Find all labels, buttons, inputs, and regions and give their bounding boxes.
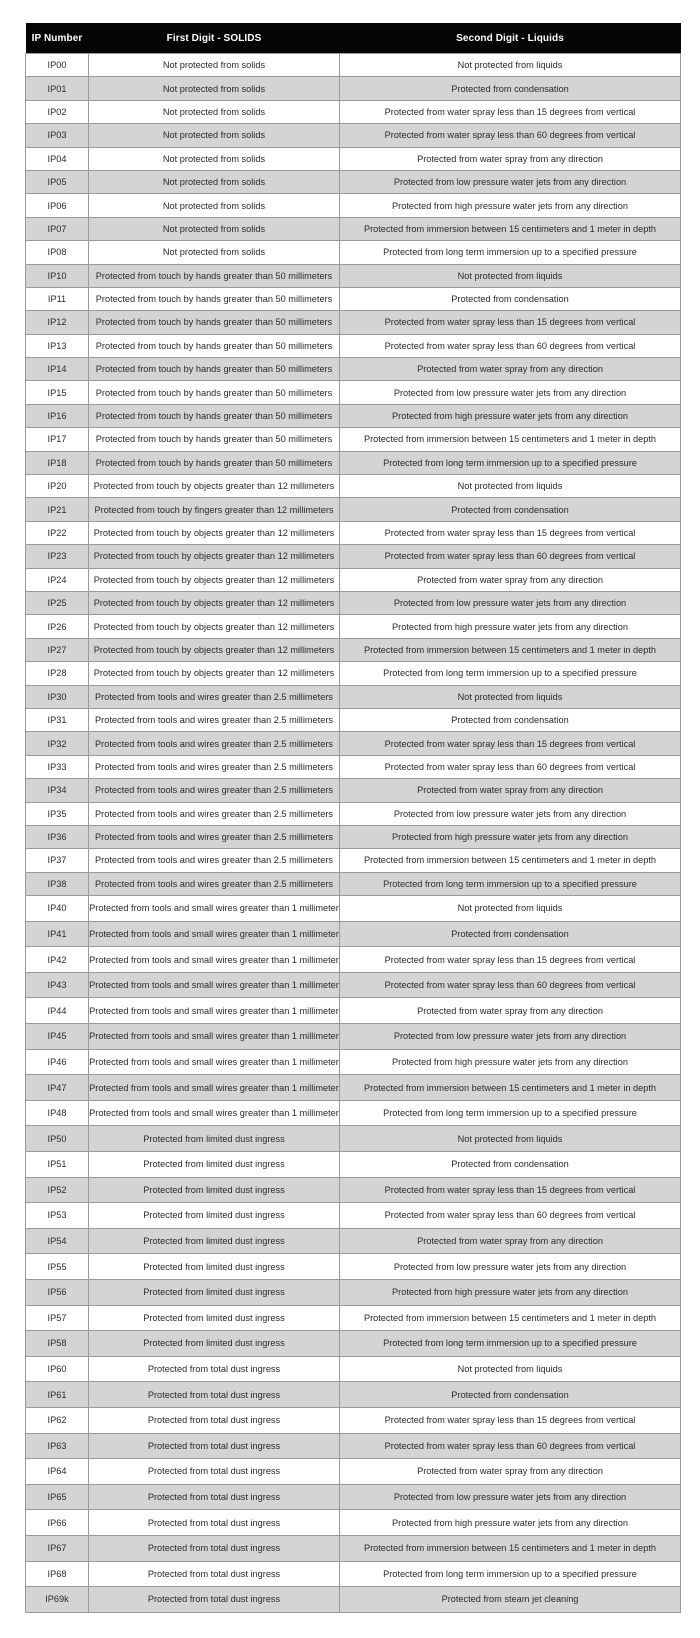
ip-number-cell: IP25	[26, 591, 89, 614]
table-row	[26, 802, 681, 825]
solids-cell: Protected from tools and wires greater than 2.5 millimeters	[89, 825, 340, 848]
solids-cell: Protected from total dust ingress	[89, 1587, 340, 1613]
solids-cell: Protected from touch by hands greater than 50 millimeters	[89, 404, 340, 427]
liquids-cell: Protected from immersion between 15 centimeters and 1 meter in depth	[340, 1075, 681, 1101]
ip-number-cell: IP54	[26, 1228, 89, 1254]
table-row	[26, 568, 681, 591]
ip-number-cell: IP64	[26, 1459, 89, 1485]
table-row	[26, 264, 681, 287]
table-row	[26, 779, 681, 802]
table-row	[26, 475, 681, 498]
solids-cell: Protected from tools and small wires greater than 1 millimeter	[89, 896, 340, 922]
liquids-cell: Protected from water spray less than 60 degrees from vertical	[340, 334, 681, 357]
ip-number-cell: IP14	[26, 358, 89, 381]
table-row	[26, 77, 681, 100]
solids-cell: Not protected from solids	[89, 147, 340, 170]
solids-cell: Protected from tools and small wires greater than 1 millimeter	[89, 921, 340, 947]
liquids-cell: Protected from low pressure water jets from any direction	[340, 1024, 681, 1050]
table-row	[26, 849, 681, 872]
liquids-cell: Protected from long term immersion up to a specified pressure	[340, 872, 681, 895]
solids-cell: Protected from touch by hands greater than 50 millimeters	[89, 358, 340, 381]
table-row	[26, 1049, 681, 1075]
ip-number-cell: IP56	[26, 1279, 89, 1305]
liquids-cell: Not protected from liquids	[340, 896, 681, 922]
ip-number-cell: IP58	[26, 1331, 89, 1357]
ip-number-cell: IP36	[26, 825, 89, 848]
table-row	[26, 921, 681, 947]
liquids-cell: Not protected from liquids	[340, 1126, 681, 1152]
table-row	[26, 1177, 681, 1203]
liquids-cell: Protected from water spray less than 60 degrees from vertical	[340, 972, 681, 998]
table-row	[26, 1356, 681, 1382]
ip-number-cell: IP69k	[26, 1587, 89, 1613]
table-row	[26, 1305, 681, 1331]
liquids-cell: Protected from long term immersion up to a specified pressure	[340, 241, 681, 264]
liquids-cell: Protected from immersion between 15 centimeters and 1 meter in depth	[340, 1535, 681, 1561]
header-second-digit-liquids: Second Digit - Liquids	[340, 23, 681, 54]
table-row	[26, 972, 681, 998]
solids-cell: Protected from touch by hands greater than 50 millimeters	[89, 311, 340, 334]
solids-cell: Protected from touch by objects greater than 12 millimeters	[89, 591, 340, 614]
solids-cell: Protected from touch by hands greater than 50 millimeters	[89, 381, 340, 404]
ip-number-cell: IP62	[26, 1407, 89, 1433]
liquids-cell: Protected from water spray from any direction	[340, 779, 681, 802]
liquids-cell: Protected from water spray less than 15 degrees from vertical	[340, 311, 681, 334]
table-row	[26, 591, 681, 614]
ip-number-cell: IP57	[26, 1305, 89, 1331]
liquids-cell: Protected from high pressure water jets from any direction	[340, 404, 681, 427]
table-row	[26, 428, 681, 451]
ip-number-cell: IP28	[26, 662, 89, 685]
solids-cell: Protected from touch by hands greater than 50 millimeters	[89, 334, 340, 357]
ip-number-cell: IP08	[26, 241, 89, 264]
solids-cell: Protected from touch by hands greater than 50 millimeters	[89, 287, 340, 310]
ip-number-cell: IP31	[26, 708, 89, 731]
table-row	[26, 170, 681, 193]
liquids-cell: Protected from water spray from any direction	[340, 1459, 681, 1485]
liquids-cell: Protected from long term immersion up to a specified pressure	[340, 1561, 681, 1587]
liquids-cell: Protected from water spray less than 60 degrees from vertical	[340, 755, 681, 778]
solids-cell: Not protected from solids	[89, 241, 340, 264]
liquids-cell: Protected from long term immersion up to a specified pressure	[340, 451, 681, 474]
liquids-cell: Protected from water spray less than 60 degrees from vertical	[340, 1433, 681, 1459]
liquids-cell: Protected from low pressure water jets from any direction	[340, 591, 681, 614]
liquids-cell: Protected from immersion between 15 centimeters and 1 meter in depth	[340, 849, 681, 872]
liquids-cell: Protected from long term immersion up to a specified pressure	[340, 662, 681, 685]
solids-cell: Protected from touch by objects greater than 12 millimeters	[89, 545, 340, 568]
table-row	[26, 311, 681, 334]
solids-cell: Protected from tools and wires greater than 2.5 millimeters	[89, 779, 340, 802]
solids-cell: Protected from touch by hands greater than 50 millimeters	[89, 428, 340, 451]
solids-cell: Protected from tools and wires greater than 2.5 millimeters	[89, 872, 340, 895]
liquids-cell: Protected from condensation	[340, 921, 681, 947]
table-row	[26, 147, 681, 170]
ip-number-cell: IP27	[26, 638, 89, 661]
solids-cell: Protected from touch by fingers greater than 12 millimeters	[89, 498, 340, 521]
solids-cell: Not protected from solids	[89, 124, 340, 147]
table-row	[26, 545, 681, 568]
table-row	[26, 615, 681, 638]
ip-number-cell: IP43	[26, 972, 89, 998]
ip-number-cell: IP37	[26, 849, 89, 872]
solids-cell: Protected from total dust ingress	[89, 1484, 340, 1510]
solids-cell: Protected from tools and small wires greater than 1 millimeter	[89, 972, 340, 998]
liquids-cell: Protected from water spray less than 15 degrees from vertical	[340, 732, 681, 755]
table-row	[26, 1331, 681, 1357]
liquids-cell: Protected from immersion between 15 centimeters and 1 meter in depth	[340, 1305, 681, 1331]
table-row	[26, 1561, 681, 1587]
solids-cell: Protected from tools and small wires greater than 1 millimeter	[89, 1075, 340, 1101]
table-row	[26, 217, 681, 240]
ip-number-cell: IP16	[26, 404, 89, 427]
table-row	[26, 685, 681, 708]
solids-cell: Protected from limited dust ingress	[89, 1331, 340, 1357]
table-row	[26, 100, 681, 123]
ip-number-cell: IP34	[26, 779, 89, 802]
ip-number-cell: IP65	[26, 1484, 89, 1510]
liquids-cell: Protected from low pressure water jets from any direction	[340, 381, 681, 404]
solids-cell: Protected from touch by objects greater than 12 millimeters	[89, 568, 340, 591]
solids-cell: Protected from total dust ingress	[89, 1561, 340, 1587]
table-row	[26, 1382, 681, 1408]
ip-number-cell: IP05	[26, 170, 89, 193]
ip-number-cell: IP17	[26, 428, 89, 451]
table-row	[26, 451, 681, 474]
liquids-cell: Not protected from liquids	[340, 264, 681, 287]
solids-cell: Protected from total dust ingress	[89, 1356, 340, 1382]
table-row	[26, 358, 681, 381]
liquids-cell: Protected from high pressure water jets from any direction	[340, 194, 681, 217]
solids-cell: Protected from total dust ingress	[89, 1382, 340, 1408]
liquids-cell: Protected from low pressure water jets from any direction	[340, 1254, 681, 1280]
solids-cell: Protected from touch by objects greater than 12 millimeters	[89, 615, 340, 638]
ip-number-cell: IP02	[26, 100, 89, 123]
ip-number-cell: IP48	[26, 1100, 89, 1126]
ip-number-cell: IP01	[26, 77, 89, 100]
solids-cell: Not protected from solids	[89, 54, 340, 77]
table-row	[26, 498, 681, 521]
solids-cell: Protected from tools and wires greater than 2.5 millimeters	[89, 685, 340, 708]
ip-number-cell: IP20	[26, 475, 89, 498]
liquids-cell: Protected from water spray from any direction	[340, 358, 681, 381]
solids-cell: Protected from tools and small wires greater than 1 millimeter	[89, 1049, 340, 1075]
solids-cell: Protected from tools and small wires greater than 1 millimeter	[89, 947, 340, 973]
table-row	[26, 1407, 681, 1433]
ip-number-cell: IP23	[26, 545, 89, 568]
liquids-cell: Not protected from liquids	[340, 475, 681, 498]
ip-number-cell: IP42	[26, 947, 89, 973]
table-row	[26, 872, 681, 895]
header-ip-number: IP Number	[26, 23, 89, 54]
ip-number-cell: IP55	[26, 1254, 89, 1280]
ip-number-cell: IP15	[26, 381, 89, 404]
liquids-cell: Protected from water spray less than 15 degrees from vertical	[340, 521, 681, 544]
liquids-cell: Protected from low pressure water jets from any direction	[340, 1484, 681, 1510]
ip-number-cell: IP03	[26, 124, 89, 147]
liquids-cell: Protected from condensation	[340, 77, 681, 100]
table-row	[26, 1024, 681, 1050]
solids-cell: Not protected from solids	[89, 100, 340, 123]
table-row	[26, 124, 681, 147]
liquids-cell: Protected from water spray less than 15 degrees from vertical	[340, 1407, 681, 1433]
solids-cell: Protected from tools and wires greater than 2.5 millimeters	[89, 732, 340, 755]
ip-number-cell: IP46	[26, 1049, 89, 1075]
table-row	[26, 1203, 681, 1229]
ip-number-cell: IP07	[26, 217, 89, 240]
table-row	[26, 1510, 681, 1536]
liquids-cell: Protected from low pressure water jets from any direction	[340, 170, 681, 193]
solids-cell: Not protected from solids	[89, 217, 340, 240]
liquids-cell: Protected from immersion between 15 centimeters and 1 meter in depth	[340, 217, 681, 240]
table-row	[26, 755, 681, 778]
ip-number-cell: IP41	[26, 921, 89, 947]
ip-number-cell: IP33	[26, 755, 89, 778]
solids-cell: Protected from limited dust ingress	[89, 1254, 340, 1280]
liquids-cell: Protected from high pressure water jets from any direction	[340, 1279, 681, 1305]
solids-cell: Protected from touch by objects greater than 12 millimeters	[89, 638, 340, 661]
table-row	[26, 662, 681, 685]
table-row	[26, 708, 681, 731]
liquids-cell: Not protected from liquids	[340, 685, 681, 708]
solids-cell: Protected from touch by objects greater than 12 millimeters	[89, 662, 340, 685]
liquids-cell: Not protected from liquids	[340, 1356, 681, 1382]
ip-number-cell: IP12	[26, 311, 89, 334]
table-row	[26, 1075, 681, 1101]
ip-number-cell: IP11	[26, 287, 89, 310]
solids-cell: Protected from tools and wires greater than 2.5 millimeters	[89, 849, 340, 872]
ip-number-cell: IP66	[26, 1510, 89, 1536]
solids-cell: Protected from total dust ingress	[89, 1535, 340, 1561]
solids-cell: Protected from tools and wires greater than 2.5 millimeters	[89, 755, 340, 778]
liquids-cell: Protected from water spray from any direction	[340, 568, 681, 591]
liquids-cell: Protected from condensation	[340, 287, 681, 310]
solids-cell: Protected from touch by objects greater than 12 millimeters	[89, 475, 340, 498]
liquids-cell: Protected from water spray less than 15 degrees from vertical	[340, 1177, 681, 1203]
solids-cell: Protected from tools and small wires greater than 1 millimeter	[89, 1024, 340, 1050]
liquids-cell: Not protected from liquids	[340, 54, 681, 77]
table-row	[26, 1126, 681, 1152]
ip-number-cell: IP10	[26, 264, 89, 287]
solids-cell: Protected from limited dust ingress	[89, 1126, 340, 1152]
ip-number-cell: IP06	[26, 194, 89, 217]
ip-number-cell: IP32	[26, 732, 89, 755]
table-row	[26, 1484, 681, 1510]
table-row	[26, 54, 681, 77]
ip-number-cell: IP63	[26, 1433, 89, 1459]
liquids-cell: Protected from low pressure water jets from any direction	[340, 802, 681, 825]
table-row	[26, 521, 681, 544]
solids-cell: Protected from tools and wires greater than 2.5 millimeters	[89, 708, 340, 731]
liquids-cell: Protected from water spray less than 15 degrees from vertical	[340, 947, 681, 973]
ip-number-cell: IP24	[26, 568, 89, 591]
ip-number-cell: IP35	[26, 802, 89, 825]
ip-number-cell: IP67	[26, 1535, 89, 1561]
solids-cell: Protected from total dust ingress	[89, 1433, 340, 1459]
liquids-cell: Protected from condensation	[340, 708, 681, 731]
ip-number-cell: IP53	[26, 1203, 89, 1229]
table-row	[26, 638, 681, 661]
table-row	[26, 1100, 681, 1126]
solids-cell: Protected from total dust ingress	[89, 1459, 340, 1485]
ip-number-cell: IP68	[26, 1561, 89, 1587]
table-row	[26, 947, 681, 973]
ip-number-cell: IP44	[26, 998, 89, 1024]
table-row	[26, 1459, 681, 1485]
liquids-cell: Protected from long term immersion up to a specified pressure	[340, 1100, 681, 1126]
table-row	[26, 381, 681, 404]
ip-number-cell: IP30	[26, 685, 89, 708]
liquids-cell: Protected from high pressure water jets from any direction	[340, 1510, 681, 1536]
ip-number-cell: IP52	[26, 1177, 89, 1203]
liquids-cell: Protected from immersion between 15 centimeters and 1 meter in depth	[340, 428, 681, 451]
table-row	[26, 1254, 681, 1280]
table-row	[26, 287, 681, 310]
table-row	[26, 998, 681, 1024]
solids-cell: Not protected from solids	[89, 170, 340, 193]
ip-number-cell: IP61	[26, 1382, 89, 1408]
table-body	[26, 54, 681, 1613]
liquids-cell: Protected from water spray from any direction	[340, 1228, 681, 1254]
table-header	[26, 23, 681, 54]
table-row	[26, 1535, 681, 1561]
liquids-cell: Protected from high pressure water jets from any direction	[340, 615, 681, 638]
solids-cell: Protected from limited dust ingress	[89, 1203, 340, 1229]
ip-number-cell: IP51	[26, 1152, 89, 1178]
table-row	[26, 896, 681, 922]
liquids-cell: Protected from water spray from any direction	[340, 147, 681, 170]
solids-cell: Protected from limited dust ingress	[89, 1279, 340, 1305]
table-row	[26, 732, 681, 755]
ip-number-cell: IP50	[26, 1126, 89, 1152]
solids-cell: Protected from limited dust ingress	[89, 1152, 340, 1178]
solids-cell: Protected from total dust ingress	[89, 1407, 340, 1433]
ip-number-cell: IP60	[26, 1356, 89, 1382]
ip-number-cell: IP40	[26, 896, 89, 922]
ip-number-cell: IP38	[26, 872, 89, 895]
table-row	[26, 404, 681, 427]
solids-cell: Protected from tools and small wires greater than 1 millimeter	[89, 998, 340, 1024]
table-row	[26, 334, 681, 357]
solids-cell: Protected from touch by hands greater than 50 millimeters	[89, 451, 340, 474]
solids-cell: Protected from touch by hands greater than 50 millimeters	[89, 264, 340, 287]
header-first-digit-solids: First Digit - SOLIDS	[89, 23, 340, 54]
ip-number-cell: IP47	[26, 1075, 89, 1101]
liquids-cell: Protected from condensation	[340, 498, 681, 521]
ip-number-cell: IP21	[26, 498, 89, 521]
solids-cell: Protected from limited dust ingress	[89, 1228, 340, 1254]
ip-number-cell: IP13	[26, 334, 89, 357]
liquids-cell: Protected from water spray less than 60 degrees from vertical	[340, 1203, 681, 1229]
solids-cell: Protected from tools and wires greater than 2.5 millimeters	[89, 802, 340, 825]
solids-cell: Not protected from solids	[89, 194, 340, 217]
solids-cell: Not protected from solids	[89, 77, 340, 100]
ip-number-cell: IP04	[26, 147, 89, 170]
liquids-cell: Protected from water spray less than 60 degrees from vertical	[340, 545, 681, 568]
liquids-cell: Protected from steam jet cleaning	[340, 1587, 681, 1613]
solids-cell: Protected from total dust ingress	[89, 1510, 340, 1536]
table-row	[26, 1279, 681, 1305]
liquids-cell: Protected from water spray from any direction	[340, 998, 681, 1024]
liquids-cell: Protected from long term immersion up to a specified pressure	[340, 1331, 681, 1357]
liquids-cell: Protected from immersion between 15 centimeters and 1 meter in depth	[340, 638, 681, 661]
table-row	[26, 1152, 681, 1178]
liquids-cell: Protected from condensation	[340, 1152, 681, 1178]
liquids-cell: Protected from water spray less than 15 degrees from vertical	[340, 100, 681, 123]
solids-cell: Protected from limited dust ingress	[89, 1177, 340, 1203]
liquids-cell: Protected from condensation	[340, 1382, 681, 1408]
ip-rating-table	[25, 23, 681, 1613]
liquids-cell: Protected from water spray less than 60 degrees from vertical	[340, 124, 681, 147]
ip-number-cell: IP26	[26, 615, 89, 638]
liquids-cell: Protected from high pressure water jets from any direction	[340, 825, 681, 848]
solids-cell: Protected from touch by objects greater than 12 millimeters	[89, 521, 340, 544]
table-row	[26, 825, 681, 848]
ip-number-cell: IP22	[26, 521, 89, 544]
ip-number-cell: IP00	[26, 54, 89, 77]
ip-number-cell: IP45	[26, 1024, 89, 1050]
table-row	[26, 241, 681, 264]
solids-cell: Protected from limited dust ingress	[89, 1305, 340, 1331]
solids-cell: Protected from tools and small wires greater than 1 millimeter	[89, 1100, 340, 1126]
table-row	[26, 1433, 681, 1459]
header-row	[26, 23, 681, 54]
table-row	[26, 1587, 681, 1613]
table-row	[26, 194, 681, 217]
liquids-cell: Protected from high pressure water jets from any direction	[340, 1049, 681, 1075]
table-row	[26, 1228, 681, 1254]
ip-number-cell: IP18	[26, 451, 89, 474]
